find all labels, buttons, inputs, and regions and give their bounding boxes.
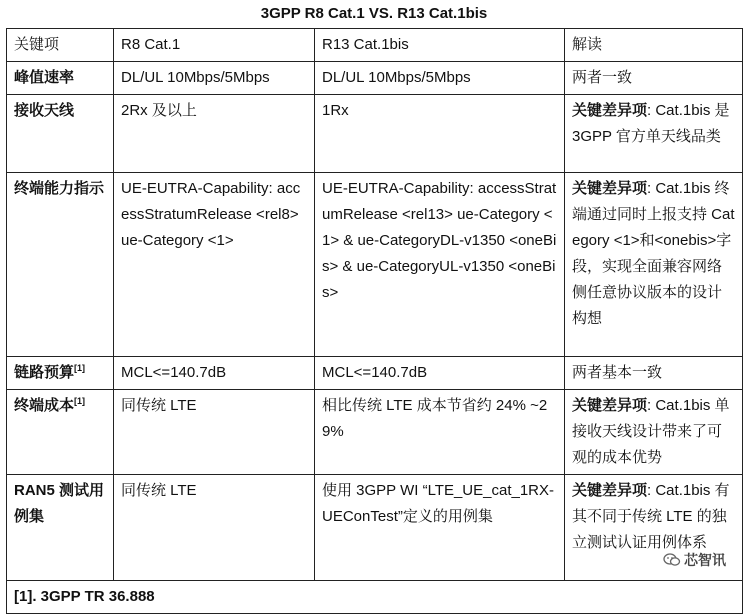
table-title: 3GPP R8 Cat.1 VS. R13 Cat.1bis <box>260 5 488 22</box>
cell-r13: 1Rx <box>315 95 565 173</box>
key-diff-label: 关键差异项 <box>572 102 648 119</box>
cell-r8: 同传统 LTE <box>114 475 315 581</box>
footnote-row <box>7 581 743 614</box>
cell-note <box>565 95 743 173</box>
header-cell-r8: R8 Cat.1 <box>114 29 315 62</box>
cell-r8: 2Rx 及以上 <box>114 95 315 173</box>
key-diff-label: 关键差异项 <box>572 397 648 414</box>
table-row <box>7 173 743 357</box>
header-cell-r13: R13 Cat.1bis <box>315 29 565 62</box>
header-row <box>7 29 743 62</box>
footnote-ref: [1] <box>74 363 86 373</box>
cell-r8: DL/UL 10Mbps/5Mbps <box>114 62 315 95</box>
cell-r13: 相比传统 LTE 成本节省约 24% ~29% <box>315 390 565 475</box>
cell-r13: UE-EUTRA-Capability: accessStratumRelease <rel13> ue-Category <1> & ue-CategoryDL-v1350 <oneBis> & ue-CategoryUL-v1350 <oneBis> <box>315 173 565 357</box>
watermark <box>663 550 726 570</box>
cell-r8: 同传统 LTE <box>114 390 315 475</box>
footnote: [1]. 3GPP TR 36.888 <box>7 581 743 614</box>
footnote-ref: [1] <box>74 396 86 406</box>
cell-note: 两者基本一致 <box>565 357 743 390</box>
key-diff-label: 关键差异项 <box>572 180 648 197</box>
cell-note <box>565 173 743 357</box>
note-text: : Cat.1bis 是 3GPP 官方单天线品类 <box>572 102 730 145</box>
cell-note <box>565 390 743 475</box>
row-key <box>7 357 114 390</box>
note-text: : Cat.1bis 终端通过同时上报支持 Category <1>和<onebis>字段，实现全面兼容网络侧任意协议版本的设计构想 <box>572 180 735 327</box>
row-key-label: 终端成本 <box>14 397 75 414</box>
key-diff-label: 关键差异项 <box>572 482 648 499</box>
cell-r13: 使用 3GPP WI “LTE_UE_cat_1RX-UEConTest”定义的用例集 <box>315 475 565 581</box>
cell-r13: DL/UL 10Mbps/5Mbps <box>315 62 565 95</box>
header-cell-note: 解读 <box>565 29 743 62</box>
cell-r13: MCL<=140.7dB <box>315 357 565 390</box>
wechat-icon <box>663 553 681 567</box>
row-key-label: 链路预算 <box>14 364 75 381</box>
table-row <box>7 62 743 95</box>
watermark-text: 芯智讯 <box>684 552 726 568</box>
table-row <box>7 357 743 390</box>
table-row <box>7 475 743 581</box>
cell-r8: UE-EUTRA-Capability: accessStratumRelease <rel8> ue-Category <1> <box>114 173 315 357</box>
note-text: : Cat.1bis 有其不同于传统 LTE 的独立测试认证用例体系 <box>572 482 730 551</box>
comparison-table <box>6 28 743 614</box>
table-row <box>7 390 743 475</box>
cell-r8: MCL<=140.7dB <box>114 357 315 390</box>
note-text: : Cat.1bis 单接收天线设计带来了可观的成本优势 <box>572 397 730 466</box>
row-key: 峰值速率 <box>7 62 114 95</box>
header-cell-key: 关键项 <box>7 29 114 62</box>
row-key: RAN5 测试用例集 <box>7 475 114 581</box>
row-key: 终端能力指示 <box>7 173 114 357</box>
cell-note: 两者一致 <box>565 62 743 95</box>
row-key: 接收天线 <box>7 95 114 173</box>
table-row <box>7 95 743 173</box>
row-key <box>7 390 114 475</box>
